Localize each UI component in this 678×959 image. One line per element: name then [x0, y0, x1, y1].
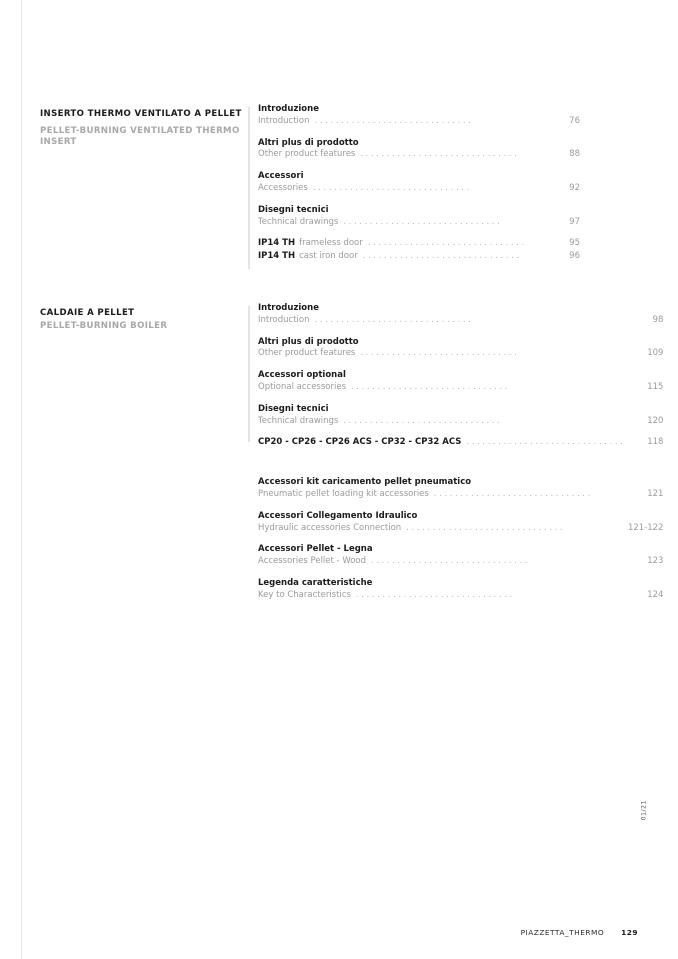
- leader-dots: ..............................: [360, 348, 520, 359]
- page-side-code: 01/21: [640, 800, 647, 821]
- entry-label-it: IP14 TH: [258, 238, 296, 249]
- entry-label-en: cast iron door: [299, 251, 358, 262]
- toc-section-heading: [40, 104, 248, 273]
- entry-label-it: Introduzione: [258, 104, 319, 114]
- entry-page-number: 92: [569, 182, 580, 193]
- entry-page-number: 123: [647, 556, 664, 567]
- entry-label-it: Introduzione: [258, 302, 319, 313]
- entry-page-number: 121: [647, 488, 664, 499]
- toc-entry[interactable]: [258, 104, 580, 128]
- entry-label-en: Other product features: [258, 348, 356, 359]
- entry-page-number: 120: [647, 415, 664, 426]
- leader-dots: ..............................: [343, 216, 503, 227]
- leader-dots: ..............................: [466, 437, 626, 448]
- entry-page-number: 97: [569, 216, 580, 227]
- toc-entry-list: [248, 104, 580, 273]
- section-divider-rule: [248, 306, 250, 442]
- leader-dots: ..............................: [314, 314, 474, 325]
- page-left-rule: [21, 0, 22, 959]
- leader-dots: ..............................: [367, 238, 527, 249]
- page-footer: [521, 928, 638, 937]
- entry-page-number: 76: [569, 115, 580, 126]
- toc-section-boiler: [40, 302, 664, 612]
- entry-page-number: 121-122: [627, 522, 664, 533]
- toc-entry[interactable]: [258, 337, 663, 361]
- category-title-en: PELLET-BURNING VENTILATED THERMO INSERT: [40, 125, 240, 147]
- toc-entry-list: [248, 303, 663, 612]
- category-title-en: PELLET-BURNING BOILER: [40, 321, 168, 332]
- entry-label-it: Disegni tecnici: [258, 204, 329, 215]
- entry-label-en: Technical drawings: [258, 216, 339, 227]
- entry-label-en: Introduction: [258, 314, 310, 325]
- toc-entry[interactable]: [258, 303, 663, 327]
- toc-entry[interactable]: [258, 238, 580, 250]
- leader-dots: ..............................: [433, 488, 593, 499]
- leader-dots: ..............................: [371, 556, 531, 567]
- leader-dots: ..............................: [351, 381, 511, 392]
- toc-entry[interactable]: [258, 477, 663, 501]
- page-left-margin: [0, 0, 22, 959]
- toc-entry[interactable]: [258, 205, 580, 229]
- footer-page-number: 129: [621, 928, 638, 937]
- entry-label-en: Introduction: [258, 115, 310, 126]
- entry-label-en: Accessories Pellet - Wood: [258, 556, 367, 567]
- leader-dots: ..............................: [343, 415, 503, 426]
- entry-label-it: CP20 - CP26 - CP26 ACS - CP32 - CP32 ACS: [258, 437, 462, 448]
- entry-label-en: Hydraulic accessories Connection: [258, 522, 402, 533]
- entry-label-en: Other product features: [258, 149, 356, 160]
- entry-label-it: Legenda caratteristiche: [258, 577, 373, 588]
- entry-label-it: Altri plus di prodotto: [258, 336, 359, 347]
- entry-label-it: Accessori: [258, 171, 304, 182]
- entry-label-it: IP14 TH: [258, 251, 296, 262]
- leader-dots: ..............................: [406, 522, 566, 533]
- category-title-it: INSERTO THERMO VENTILATO A PELLET: [40, 109, 242, 119]
- entry-label-en: Technical drawings: [258, 415, 339, 426]
- entry-page-number: 124: [647, 589, 664, 600]
- toc-entry[interactable]: [258, 511, 663, 535]
- entry-page-number: 95: [569, 238, 580, 249]
- entry-page-number: 88: [569, 149, 580, 160]
- leader-dots: ..............................: [355, 589, 515, 600]
- toc-entry[interactable]: [258, 437, 663, 449]
- toc-section-heading: [40, 303, 248, 612]
- entry-label-en: Accessories: [258, 182, 308, 193]
- entry-page-number: 118: [647, 437, 664, 448]
- entry-label-it: Accessori Pellet - Legna: [258, 544, 373, 555]
- footer-brand-label: PIAZZETTA_THERMO: [520, 928, 605, 937]
- section-divider-rule: [248, 107, 250, 269]
- toc-entry[interactable]: [258, 251, 580, 263]
- entry-label-en: Pneumatic pellet loading kit accessories: [258, 488, 429, 499]
- leader-dots: ..............................: [314, 115, 474, 126]
- toc-content: [40, 104, 664, 612]
- leader-dots: ..............................: [360, 149, 520, 160]
- entry-label-it: Altri plus di prodotto: [258, 137, 359, 148]
- entry-page-number: 98: [652, 314, 664, 325]
- entry-label-it: Disegni tecnici: [258, 403, 329, 414]
- toc-entry[interactable]: [258, 138, 580, 162]
- toc-entry[interactable]: [258, 544, 663, 568]
- toc-entry[interactable]: [258, 404, 663, 428]
- entry-page-number: 96: [569, 251, 580, 262]
- leader-dots: ..............................: [312, 182, 472, 193]
- entry-label-it: Accessori optional: [258, 370, 346, 381]
- toc-entry[interactable]: [258, 578, 663, 602]
- entry-label-en: Optional accessories: [258, 381, 346, 392]
- entry-label-it: Accessori Collegamento Idraulico: [258, 510, 418, 521]
- entry-page-number: 109: [647, 348, 664, 359]
- category-title-it: CALDAIE A PELLET: [40, 307, 135, 318]
- toc-entry[interactable]: [258, 370, 663, 394]
- entry-label-it: Accessori kit caricamento pellet pneumatico: [258, 477, 472, 488]
- entry-label-en: frameless door: [299, 238, 363, 249]
- entry-page-number: 115: [647, 381, 664, 392]
- toc-entry[interactable]: [258, 171, 580, 195]
- entry-label-en: Key to Characteristics: [258, 589, 351, 600]
- toc-section-insert: [40, 104, 580, 273]
- leader-dots: ..............................: [362, 251, 522, 262]
